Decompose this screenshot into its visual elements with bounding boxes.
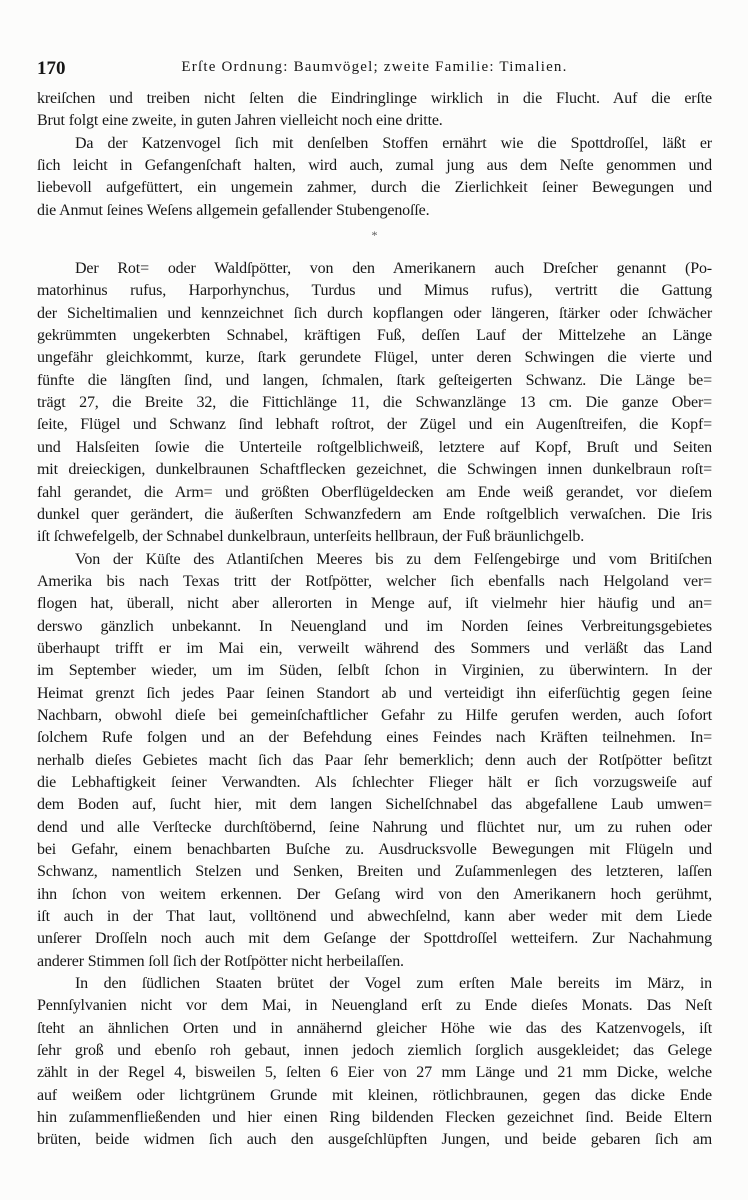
text-line: iſt auch in der That laut, volltönend und abwechſelnd, kann aber weder mit dem Liede — [37, 908, 712, 926]
paragraph — [37, 133, 712, 222]
section-separator: * — [371, 228, 378, 243]
text-line: zählt in der Regel 4, bisweilen 5, ſelten 6 Eier von 27 mm Länge und 21 mm Dicke, welche — [37, 1064, 712, 1082]
text-line: Pennſylvanien nicht vor dem Mai, in Neuengland erſt zu Ende dieſes Monats. Das Neſt — [37, 997, 712, 1015]
paragraph — [37, 549, 712, 974]
text-line: Heimat grenzt ſich jedes Paar ſeinen Standort ab und verteidigt ihn eiferſüchtig gegen ſeine — [37, 684, 712, 702]
text-line: bei Gefahr, einem benachbarten Buſche zu. Ausdrucksvolle Bewegungen mit Flügeln und — [37, 841, 712, 858]
text-line: Da der Katzenvogel ſich mit denſelben Stoffen ernährt wie die Spottdroſſel, läßt er — [75, 134, 712, 152]
text-line: kreiſchen und treiben nicht ſelten die Eindringlinge wirklich in die Flucht. Auf die erſte — [37, 90, 712, 107]
text-line: flogen hat, überall, nicht aber allerorten in Menge auf, iſt vielmehr hier häufig und an= — [37, 595, 712, 613]
text-line: brüten, beide widmen ſich auch den ausgeſchlüpften Jungen, und beide gebaren ſich am — [37, 1131, 712, 1149]
text-line: der Sicheltimalien und kennzeichnet ſich durch kopflangen oder längeren, ſtärker oder ſchwächer — [37, 304, 712, 322]
text-line: die Anmut ſeines Weſens allgemein gefallender Stubengenoſſe. — [37, 201, 430, 219]
text-line: iſt ſchwefelgelb, der Schnabel dunkelbraun, unterſeits hellbraun, der Fuß bräunlichgelb. — [37, 528, 585, 546]
text-line: unſerer Droſſeln noch auch mit dem Geſange der Spottdroſſel wetteifern. Zur Nachahmung — [37, 930, 712, 948]
text-line: dem Boden auf, ſucht hier, mit dem langen Sichelſchnabel das abgefallene Laub umwen= — [37, 796, 712, 814]
text-line: die Lebhaftigkeit ſeiner Verwandten. Als ſchlechter Flieger hält er ſich vorzugsweiſe auf — [37, 773, 712, 791]
text-line: fahl gerandet, die Arm= und größten Oberflügeldecken am Ende weiß gerandet, vor dieſem — [37, 483, 712, 501]
page-header — [37, 58, 712, 82]
text-line: anderer Stimmen ſoll ſich der Rotſpötter nicht herbeilaſſen. — [37, 952, 404, 970]
running-title: Erſte Ordnung: Baumvögel; zweite Familie: Timalien. — [181, 59, 568, 75]
text-line: ungefähr gleichkommt, kurze, ſtark gerundete Flügel, unter deren Schwingen die vierte und — [37, 349, 712, 367]
paragraph — [37, 258, 712, 548]
text-line: ſehr groß und ebenſo roh gebaut, innen jedoch ziemlich ſorglich ausgekleidet; das Gelege — [37, 1042, 712, 1060]
text-line: liebevoll aufgefüttert, ein ungemein zahmer, durch die Zierlichkeit ſeiner Bewegungen und — [37, 179, 712, 197]
text-line: ſteht an ähnlichen Orten und in annähernd gleicher Höhe wie das des Katzenvogels, iſt — [37, 1019, 712, 1037]
page-body — [37, 88, 712, 1152]
paragraph — [37, 973, 712, 1152]
text-line: überhaupt trifft er im Mai ein, verweilt während des Sommers und verläßt das Land — [37, 639, 712, 657]
text-line: Nachbarn, obwohl dieſe bei gemeinſchaftlicher Gefahr zu Hilfe gerufen werden, auch ſofort — [37, 706, 712, 724]
text-line: Amerika bis nach Texas tritt der Rotſpötter, welcher ſich ebenfalls nach Helgoland ver= — [37, 572, 712, 590]
text-line: dend und alle Verſtecke durchſtöbernd, ſeine Nahrung und flüchtet nur, um zu ruhen oder — [37, 818, 712, 836]
text-line: Brut folgt eine zweite, in guten Jahren vielleicht noch eine dritte. — [37, 112, 443, 130]
text-line: Schwanz, namentlich Stelzen und Senken, Breiten und Zuſammenlegen des letzteren, laſſen — [37, 863, 712, 881]
text-line: gekrümmten ungekerbten Schnabel, kräftigen Fuß, deſſen Lauf der Mittelzehe an Länge — [37, 327, 712, 345]
text-line: mit dreieckigen, dunkelbraunen Schaftflecken gezeichnet, die Schwingen innen dunkelbraun roſt= — [37, 461, 712, 479]
text-line: trägt 27, die Breite 32, die Fittichlänge 11, die Schwanzlänge 13 cm. Die ganze Ober= — [37, 394, 712, 412]
text-line: matorhinus rufus, Harporhynchus, Turdus und Mimus rufus), vertritt die Gattung — [37, 282, 712, 300]
page-number: 170 — [37, 58, 66, 79]
text-line: fünfte die längſten ſind, und langen, ſchmalen, ſtark geſteigerten Schwanz. Die Länge be= — [37, 371, 712, 389]
text-line: derswo gänzlich unbekannt. In Neuengland und im Norden ſeines Verbreitungsgebietes — [37, 617, 712, 635]
text-line: ihn ſchon von weitem erkennen. Der Geſang wird von den Amerikanern hoch gerühmt, — [37, 885, 712, 903]
section-after — [37, 258, 712, 1152]
text-line: ſeite, Flügel und Schwanz ſind lebhaft roſtrot, der Zügel und ein Augenſtreifen, die Kopf= — [37, 416, 712, 434]
text-line: nerhalb dieſes Gebietes macht ſich das Paar ſehr bemerklich; denn auch der Rotſpötter beſitzt — [37, 751, 712, 769]
text-line: ſich leicht in Gefangenſchaft halten, wird auch, zumal jung aus dem Neſte genommen und — [37, 157, 712, 175]
text-line: im September wieder, um im Süden, ſelbſt ſchon in Virginien, zu überwintern. In der — [37, 662, 712, 680]
text-line: und Halsſeiten ſowie die Unterteile roſtgelblichweiß, letztere auf Kopf, Bruſt und Seiten — [37, 438, 712, 456]
text-line: dunkel quer gerändert, die äußerſten Schwanzfedern am Ende roſtgelblich verwaſchen. Die Iris — [37, 505, 712, 523]
section-before — [37, 88, 712, 222]
text-line: Der Rot= oder Waldſpötter, von den Amerikanern auch Dreſcher genannt (Po- — [75, 260, 712, 278]
text-line: ſolchem Rufe folgen und an der Befehdung eines Feindes nach Kräften teilnehmen. In= — [37, 729, 712, 747]
text-line: Von der Küſte des Atlantiſchen Meeres bis zu dem Felſengebirge und vom Britiſchen — [75, 550, 712, 568]
text-line: auf weißem oder lichtgrünem Grunde mit kleinen, rötlichbraunen, gegen das dicke Ende — [37, 1086, 712, 1104]
text-line: In den ſüdlichen Staaten brütet der Vogel zum erſten Male bereits im März, in — [75, 975, 712, 993]
paragraph — [37, 88, 712, 133]
text-line: hin zuſammenfließenden und hier einen Ring bildenden Flecken gezeichnet ſind. Beide Eltern — [37, 1109, 712, 1127]
